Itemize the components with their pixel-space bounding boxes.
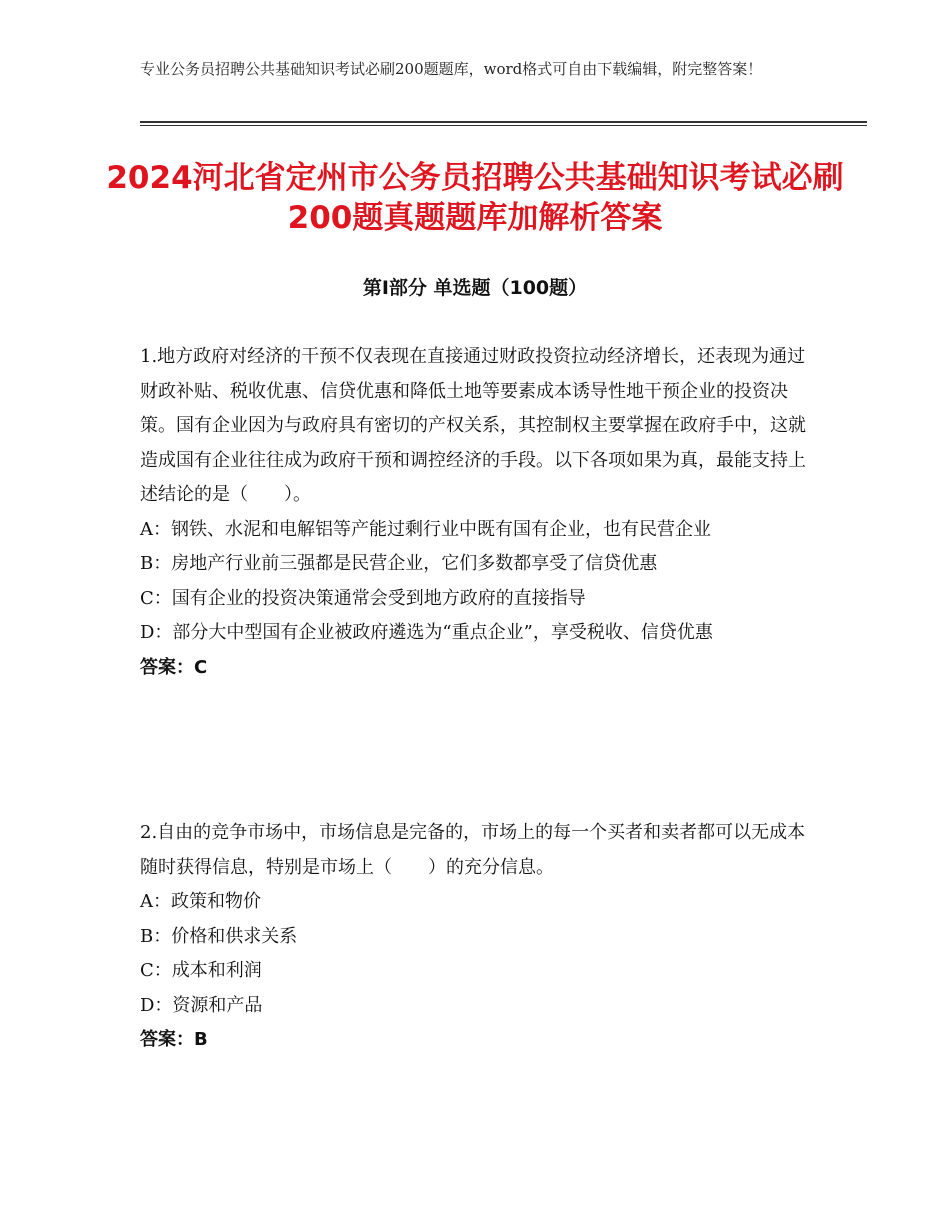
question-1 (140, 340, 806, 685)
option-a: A：政策和物价 (140, 891, 261, 912)
option-d: D：资源和产品 (140, 994, 263, 1016)
option-d: D：部分大中型国有企业被政府遴选为“重点企业”，享受税收、信贷优惠 (140, 622, 713, 643)
question-2 (140, 816, 806, 1058)
option-b: B：房地产行业前三强都是民营企业，它们多数都享受了信贷优惠 (140, 553, 658, 574)
header-divider (140, 121, 867, 126)
document-title: 2024河北省定州市公务员招聘公共基础知识考试必刷200题真题题库加解析答案 (106, 160, 844, 236)
option-c: C：国有企业的投资决策通常会受到地方政府的直接指导 (140, 587, 586, 609)
option-a: A：钢铁、水泥和电解铝等产能过剩行业中既有国有企业，也有民营企业 (140, 518, 711, 540)
question-stem: 1.地方政府对经济的干预不仅表现在直接通过财政投资拉动经济增长，还表现为通过财政补贴、税收优惠、信贷优惠和降低土地等要素成本诱导性地干预企业的投资决策。国有企业因为与政府具有密切的产权关系，其控制权主要掌握在政府手中，这就造成国有企业往往成为政府干预和调控经济的手段。以下各项如果为真，最能支持上述结论的是（ ）。 (140, 346, 806, 505)
question-stem: 2.自由的竞争市场中，市场信息是完备的，市场上的每一个买者和卖者都可以无成本随时获得信息，特别是市场上（ ）的充分信息。 (140, 822, 806, 878)
option-b: B：价格和供求关系 (140, 925, 298, 947)
section-heading: 第Ⅰ部分 单选题（100题） (362, 277, 588, 299)
option-c: C：成本和利润 (140, 960, 262, 981)
answer: 答案：C (140, 656, 208, 678)
header-note: 专业公务员招聘公共基础知识考试必刷200题题库，word格式可自由下载编辑，附完整答案！ (140, 60, 763, 78)
answer: 答案：B (140, 1029, 208, 1050)
